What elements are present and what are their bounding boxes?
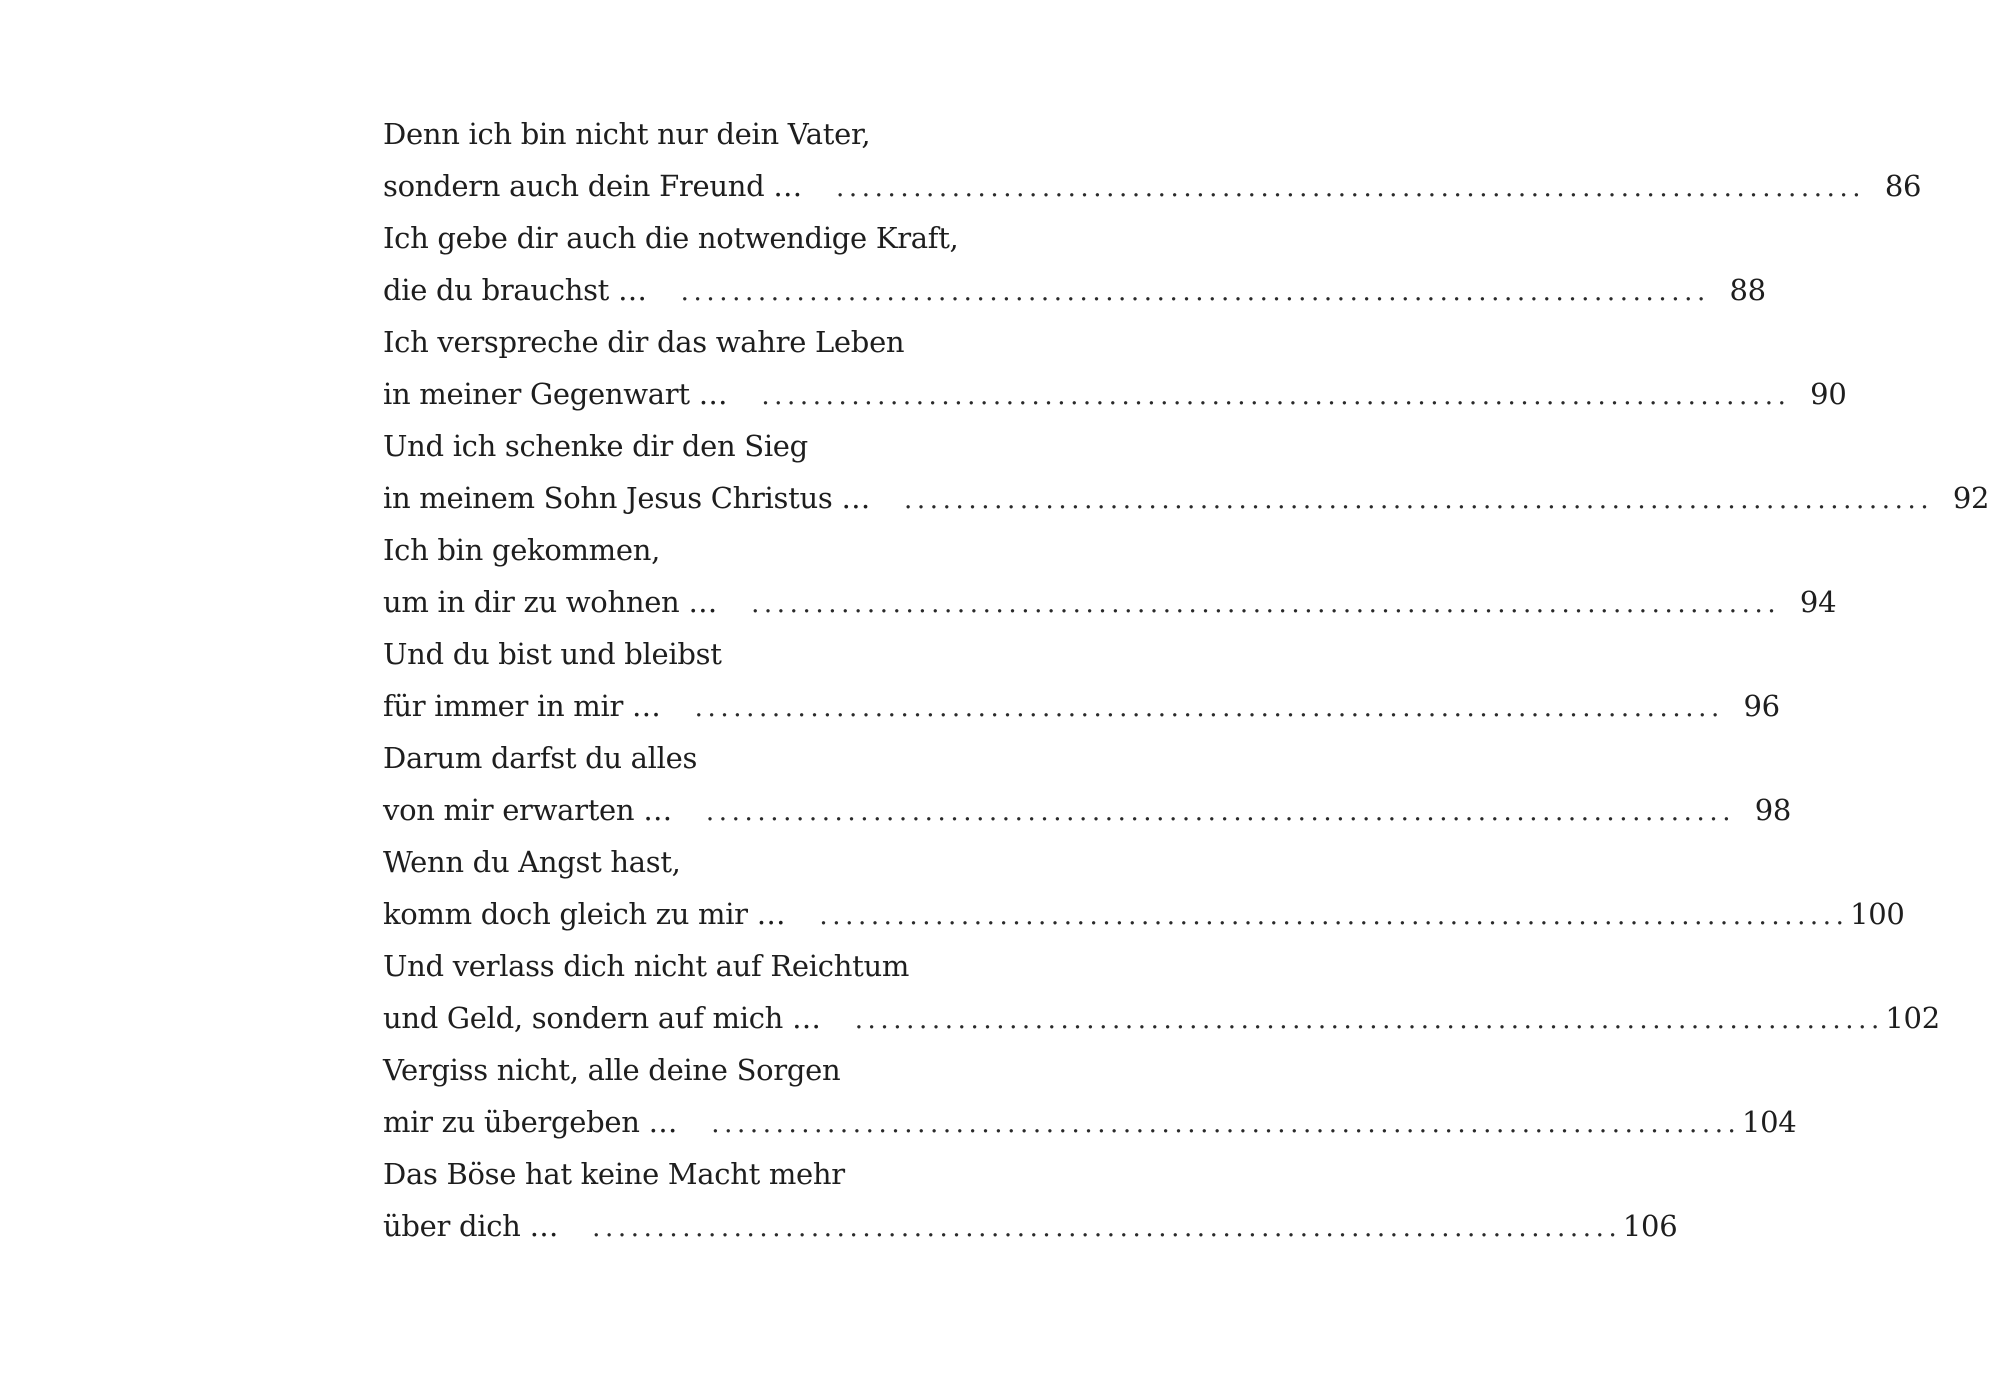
entry-title-text: über dich … — [383, 1209, 559, 1243]
dot-leader: ................................................................................ — [751, 589, 1781, 619]
entry-title-line-1: Vergiss nicht, alle deine Sorgen — [383, 1053, 841, 1087]
toc-entry — [383, 108, 1922, 212]
toc-entry — [383, 212, 1766, 316]
dot-leader: ................................................................................ — [836, 173, 1866, 203]
entry-title-line-1: Ich verspreche dir das wahre Leben — [383, 325, 905, 359]
toc-entry — [383, 940, 1940, 1044]
dot-leader: ................................................................................ — [705, 797, 1736, 827]
toc-entry — [383, 524, 1837, 628]
entry-title-text: in meiner Gegenwart … — [383, 377, 728, 411]
dot-leader: ................................................................................ — [694, 693, 1724, 723]
entry-title-text: von mir erwarten … — [383, 793, 672, 827]
toc-entry — [383, 1044, 1797, 1148]
entry-title-text: für immer in mir … — [383, 689, 661, 723]
entry-title-text: in meinem Sohn Jesus Christus … — [383, 481, 871, 515]
entry-title-line-1: Das Böse hat keine Macht mehr — [383, 1157, 845, 1191]
dot-leader: ................................................................................ — [711, 1109, 1741, 1139]
entry-title-line-1: Darum darfst du alles — [383, 741, 698, 775]
entry-title-line-2 — [383, 1096, 1797, 1148]
entry-title-line-2 — [383, 472, 1989, 524]
table-of-contents — [383, 108, 1989, 1252]
page-number: 98 — [1754, 793, 1792, 827]
page-number: 90 — [1810, 377, 1847, 411]
entry-title-line-1: Ich gebe dir auch die notwendige Kraft, — [383, 221, 959, 255]
toc-entry — [383, 420, 1989, 524]
dot-leader: ................................................................................ — [819, 901, 1849, 931]
page-number: 92 — [1952, 481, 1989, 515]
entry-title-line-1: Und du bist und bleibst — [383, 637, 722, 671]
dot-leader: ................................................................................ — [680, 277, 1710, 307]
page-number: 104 — [1741, 1105, 1797, 1139]
page-number: 88 — [1729, 273, 1766, 307]
entry-title-line-2 — [383, 264, 1766, 316]
toc-entry — [383, 732, 1792, 836]
entry-title-line-2 — [383, 888, 1905, 940]
entry-title-line-2 — [383, 576, 1837, 628]
dot-leader: ................................................................................ — [904, 485, 1934, 515]
entry-title-line-1: Und ich schenke dir den Sieg — [383, 429, 808, 463]
dot-leader: ................................................................................ — [854, 1005, 1884, 1035]
entry-title-text: und Geld, sondern auf mich … — [383, 1001, 821, 1035]
page-number: 86 — [1884, 169, 1922, 203]
page-number: 94 — [1799, 585, 1837, 619]
page-number: 106 — [1622, 1209, 1678, 1243]
entry-title-line-1: Wenn du Angst hast, — [383, 845, 681, 879]
page-number: 96 — [1743, 689, 1780, 723]
entry-title-line-2 — [383, 784, 1792, 836]
entry-title-text: sondern auch dein Freund … — [383, 169, 802, 203]
dot-leader: ................................................................................ — [761, 381, 1791, 411]
page-number: 102 — [1885, 1001, 1940, 1035]
entry-title-line-2 — [383, 1200, 1678, 1252]
toc-entry — [383, 1148, 1678, 1252]
entry-title-text: um in dir zu wohnen … — [383, 585, 718, 619]
dot-leader: ................................................................................ — [592, 1213, 1622, 1243]
entry-title-text: mir zu übergeben … — [383, 1105, 678, 1139]
entry-title-line-2 — [383, 160, 1922, 212]
toc-entry — [383, 836, 1905, 940]
entry-title-line-1: Und verlass dich nicht auf Reichtum — [383, 949, 910, 983]
entry-title-line-1: Ich bin gekommen, — [383, 533, 661, 567]
entry-title-line-1: Denn ich bin nicht nur dein Vater, — [383, 117, 871, 151]
entry-title-line-2 — [383, 680, 1780, 732]
entry-title-line-2 — [383, 368, 1847, 420]
entry-title-line-2 — [383, 992, 1940, 1044]
entry-title-text: komm doch gleich zu mir … — [383, 897, 786, 931]
page-number: 100 — [1850, 897, 1905, 931]
toc-entry — [383, 628, 1780, 732]
toc-entry — [383, 316, 1847, 420]
entry-title-text: die du brauchst … — [383, 273, 647, 307]
